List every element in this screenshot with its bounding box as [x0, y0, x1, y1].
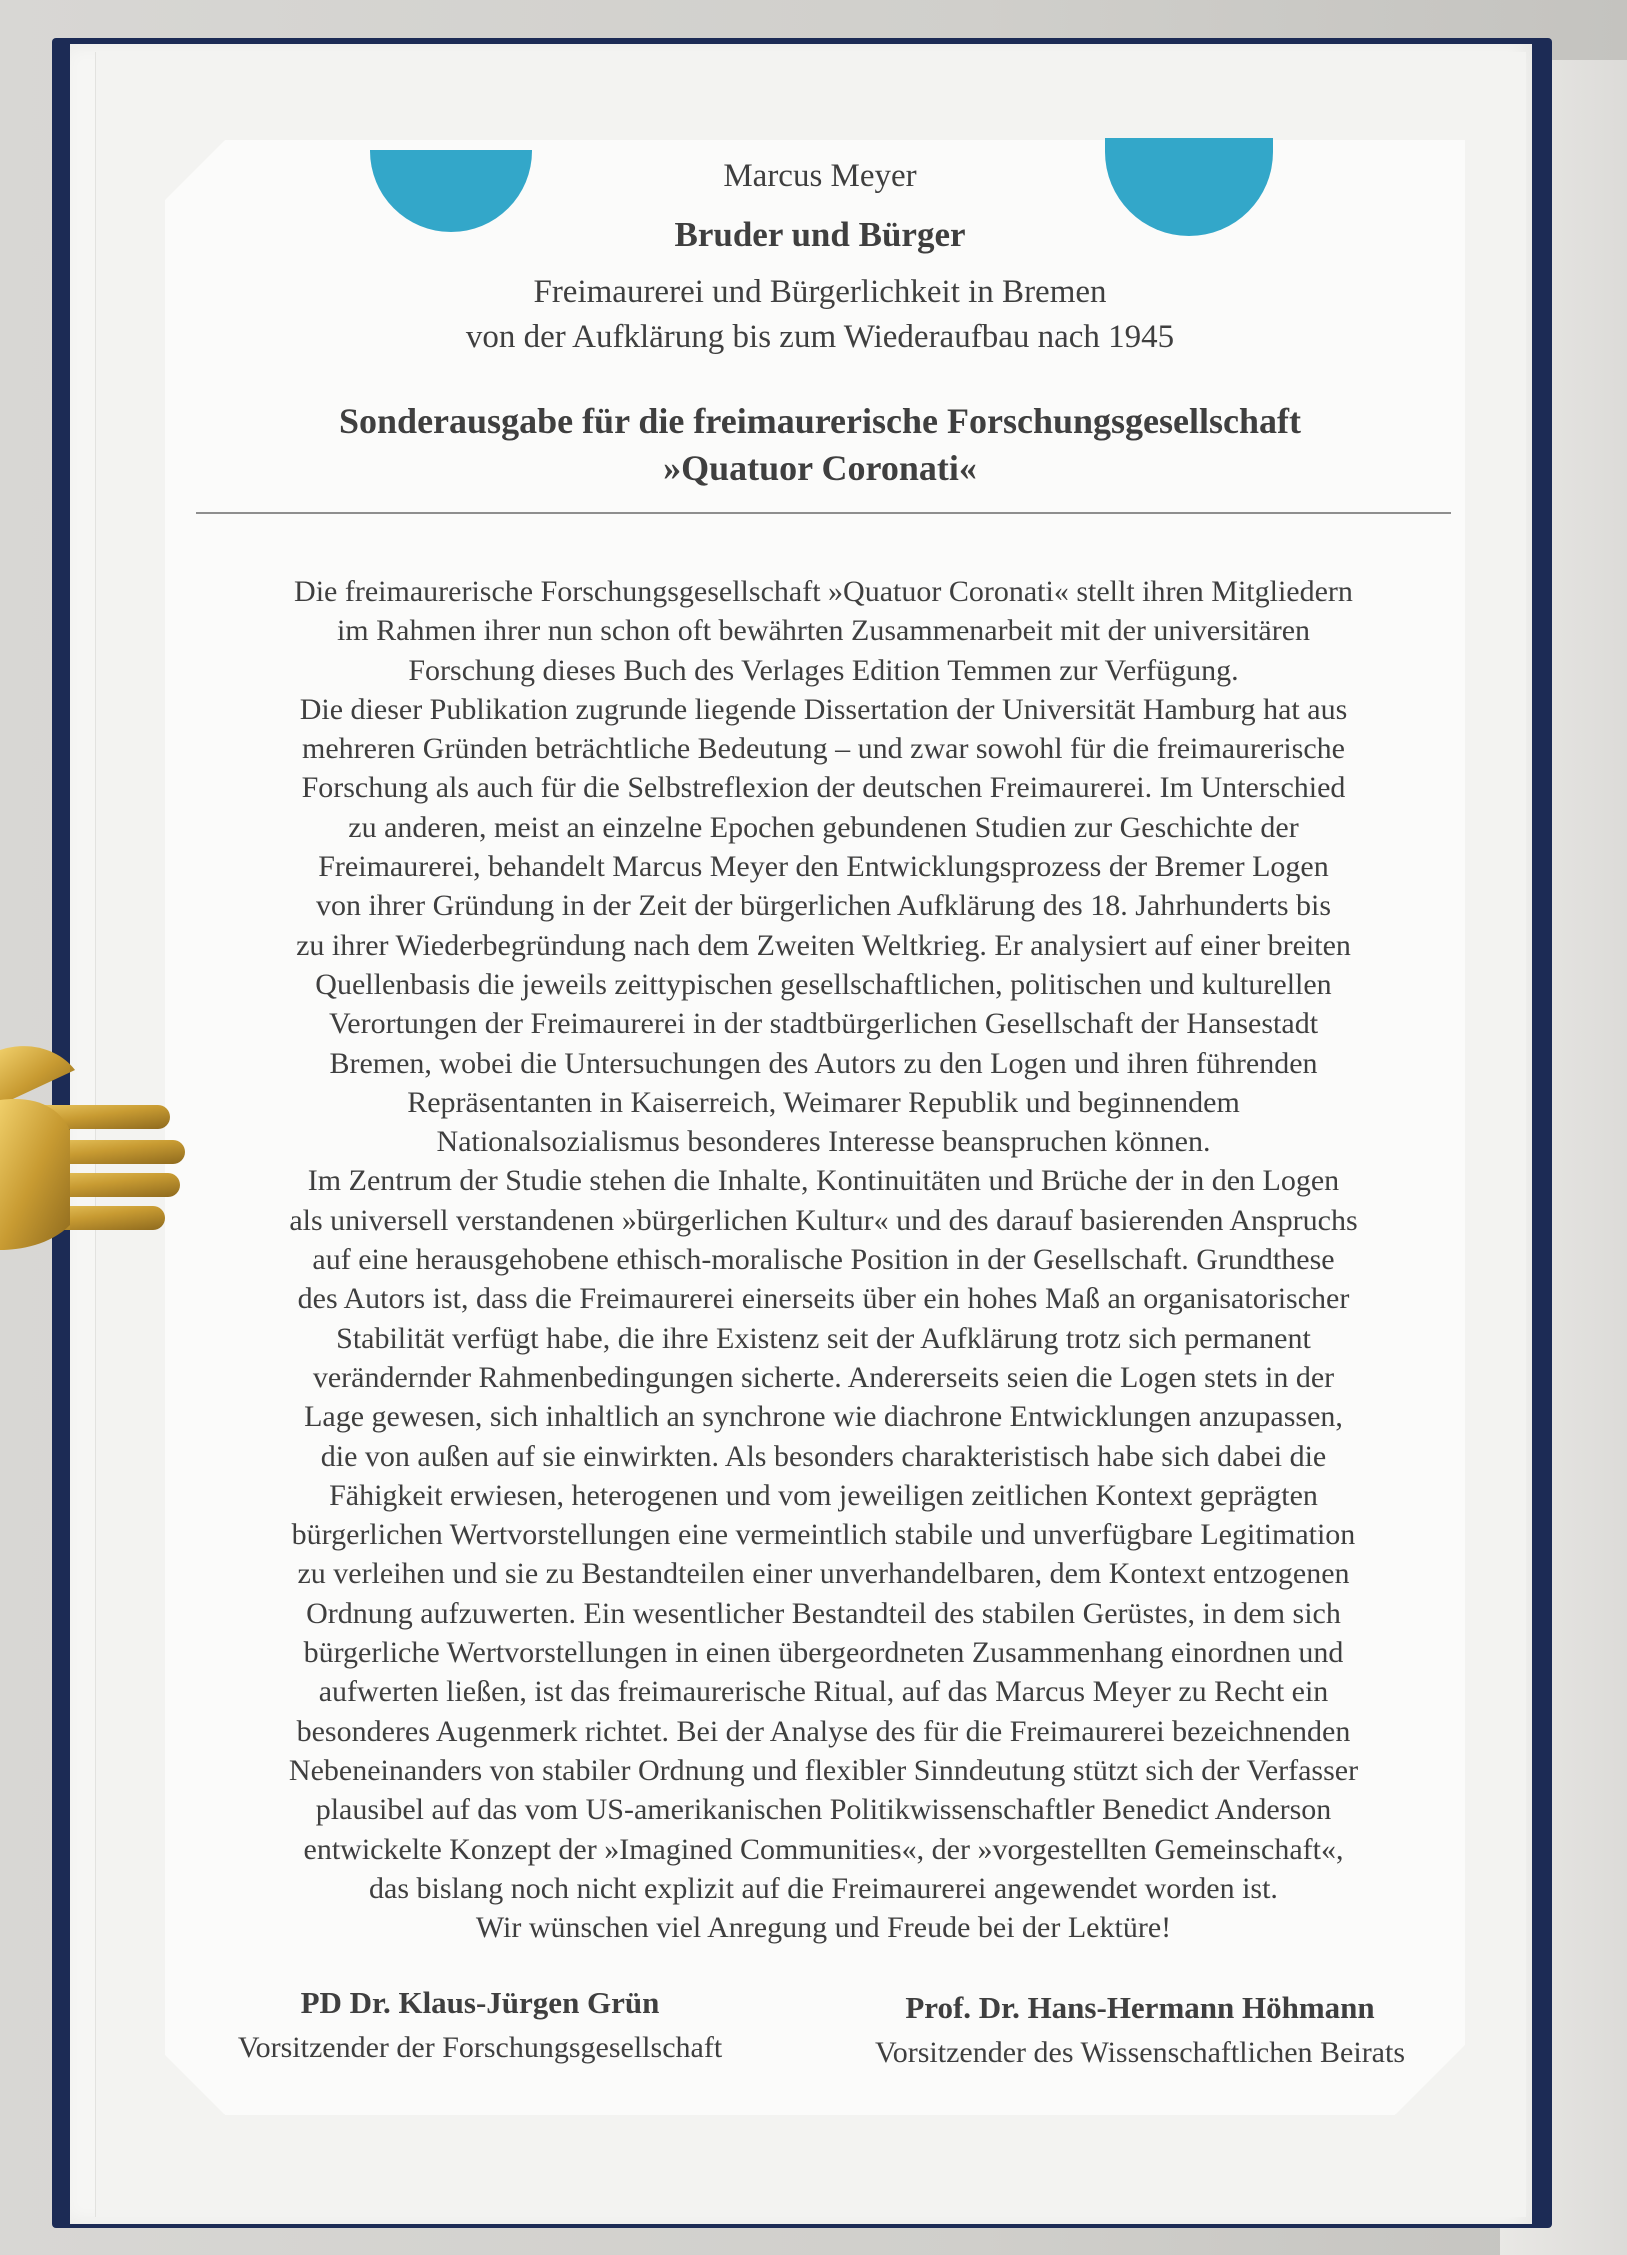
- special-edition-line: Sonderausgabe für die freimaurerische Forschungsgesellschaft: [339, 401, 1301, 441]
- body-line: Repräsentanten in Kaiserreich, Weimarer Republik und beginnendem: [407, 1085, 1240, 1119]
- body-line: Freimaurerei, behandelt Marcus Meyer den Entwicklungsprozess der Bremer Logen: [318, 850, 1329, 884]
- signature-left: [180, 1980, 780, 2070]
- body-line: von ihrer Gründung in der Zeit der bürgerlichen Aufklärung des 18. Jahrhunderts bis: [315, 889, 1332, 923]
- body-line: bürgerliche Wertvorstellungen in einen übergeordneten Zusammenhang einordnen und: [303, 1636, 1344, 1670]
- special-edition-heading: [230, 398, 1410, 492]
- body-line: Ordnung aufzuwerten. Ein wesentlicher Bestandteil des stabilen Gerüstes, in dem sich: [306, 1596, 1341, 1630]
- body-line: Stabilität verfügt habe, die ihre Existenz seit der Aufklärung trotz sich permanent: [336, 1321, 1311, 1355]
- signature-name: Prof. Dr. Hans-Hermann Höhmann: [905, 1990, 1375, 2025]
- body-line: besonderes Augenmerk richtet. Bei der Analyse des für die Freimaurerei bezeichnenden: [296, 1714, 1351, 1748]
- body-line: aufwerten ließen, ist das freimaurerische Ritual, auf das Marcus Meyer zu Recht ein: [318, 1675, 1329, 1709]
- author-name: Marcus Meyer: [723, 158, 917, 194]
- signature-role: Vorsitzender des Wissenschaftlichen Beirats: [874, 2036, 1406, 2069]
- body-line: als universell verstandenen »bürgerlichen Kultur« und des darauf basierenden Anspruchs: [289, 1203, 1358, 1237]
- special-edition-line: »Quatuor Coronati«: [663, 448, 977, 488]
- body-line: zu anderen, meist an einzelne Epochen gebundenen Studien zur Geschichte der: [348, 810, 1299, 844]
- golden-hand-bookend: [0, 1010, 190, 1260]
- signature-name: PD Dr. Klaus-Jürgen Grün: [300, 1985, 660, 2020]
- signature-role: Vorsitzender der Forschungsgesellschaft: [237, 2031, 723, 2064]
- body-line: zu ihrer Wiederbegründung nach dem Zweiten Weltkrieg. Er analysiert auf einer breiten: [296, 928, 1351, 962]
- divider-line: [196, 512, 1451, 514]
- body-line: Forschung dieses Buch des Verlages Edition Temmen zur Verfügung.: [408, 653, 1239, 687]
- body-line: im Rahmen ihrer nun schon oft bewährten Zusammenarbeit mit der universitären: [336, 614, 1311, 648]
- subtitle-line: von der Aufklärung bis zum Wiederaufbau nach 1945: [465, 319, 1175, 355]
- body-line: Forschung als auch für die Selbstreflexion der deutschen Freimaurerei. Im Unterschied: [301, 771, 1346, 805]
- body-line: zu verleihen und sie zu Bestandteilen einer unverhandelbaren, dem Kontext entzogenen: [297, 1557, 1350, 1591]
- body-line: Nebeneinanders von stabiler Ordnung und flexibler Sinndeutung stützt sich der Verfasser: [288, 1753, 1359, 1787]
- body-line: Nationalsozialismus besonderes Interesse beanspruchen können.: [436, 1125, 1211, 1159]
- body-line: mehreren Gründen beträchtliche Bedeutung – und zwar sowohl für die freimaurerische: [302, 732, 1345, 766]
- body-line: Verortungen der Freimaurerei in der stadtbürgerlichen Gesellschaft der Hansestadt: [328, 1007, 1319, 1041]
- body-line: das bislang noch nicht explizit auf die Freimaurerei angewendet worden ist.: [369, 1871, 1278, 1905]
- body-line: Fähigkeit erwiesen, heterogenen und vom jeweiligen zeitlichen Kontext geprägten: [329, 1478, 1318, 1512]
- book-subtitle: [330, 270, 1310, 360]
- body-line: Quellenbasis die jeweils zeittypischen gesellschaftlichen, politischen und kulturellen: [315, 967, 1332, 1001]
- body-line: Lage gewesen, sich inhaltlich an synchrone wie diachrone Entwicklungen anzupassen,: [304, 1400, 1343, 1434]
- body-line: entwickelte Konzept der »Imagined Communities«, der »vorgestellten Gemeinschaft«,: [303, 1832, 1344, 1866]
- body-line: plausibel auf das vom US-amerikanischen Politikwissenschaftler Benedict Anderson: [315, 1793, 1332, 1827]
- body-line: Die freimaurerische Forschungsgesellschaft »Quatuor Coronati« stellt ihren Mitgliedern: [294, 575, 1353, 608]
- body-line: die von außen auf sie einwirkten. Als besonders charakteristisch habe sich dabei die: [320, 1439, 1327, 1473]
- body-line: auf eine herausgehobene ethisch-moralische Position in der Gesellschaft. Grundthese: [312, 1243, 1335, 1277]
- body-line: verändernder Rahmenbedingungen sicherte. Andererseits seien die Logen stets in der: [312, 1360, 1335, 1394]
- body-line: Wir wünschen viel Anregung und Freude bei der Lektüre!: [475, 1911, 1172, 1945]
- body-line: Die dieser Publikation zugrunde liegende Dissertation der Universität Hamburg hat aus: [299, 692, 1348, 726]
- signature-right: [830, 1985, 1450, 2075]
- book-title: Bruder und Bürger: [674, 215, 966, 254]
- subtitle-line: Freimaurerei und Bürgerlichkeit in Bremen: [533, 274, 1107, 310]
- body-line: des Autors ist, dass die Freimaurerei einerseits über ein hohes Maß an organisatorischer: [297, 1282, 1350, 1316]
- body-paragraphs: [196, 572, 1451, 1947]
- body-line: Im Zentrum der Studie stehen die Inhalte, Kontinuitäten und Brüche der in den Logen: [307, 1164, 1340, 1198]
- body-line: bürgerlichen Wertvorstellungen eine vermeintlich stabile und unverfügbare Legitimation: [291, 1518, 1356, 1552]
- body-line: Bremen, wobei die Untersuchungen des Autors zu den Logen und ihren führenden: [329, 1046, 1318, 1080]
